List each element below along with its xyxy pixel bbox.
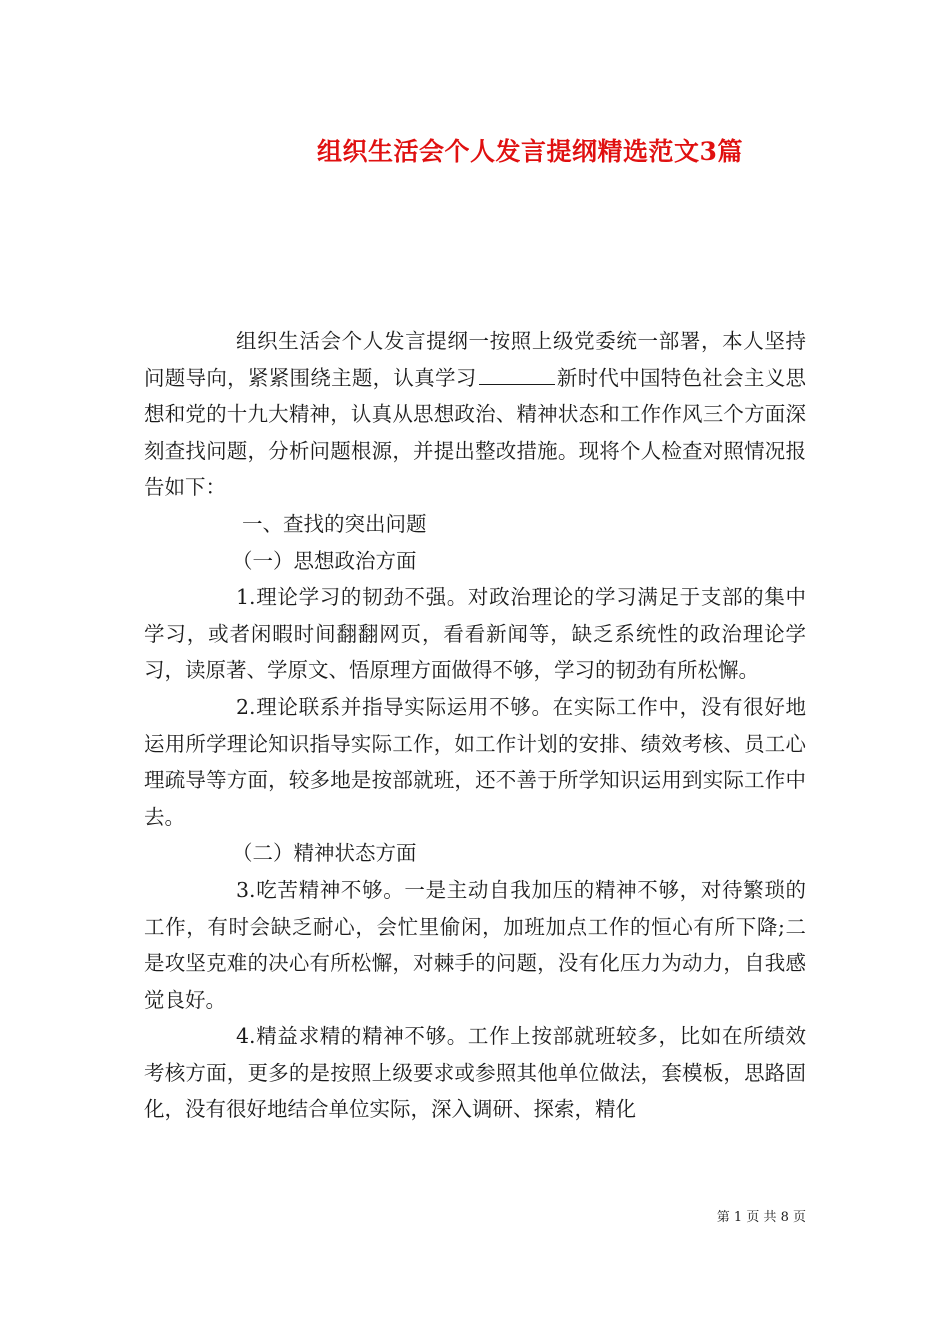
section-heading: 一、查找的突出问题 — [242, 511, 427, 536]
document-body — [144, 323, 806, 1128]
document-title: 组织生活会个人发言提纲精选范文3篇 — [317, 137, 743, 166]
subsection-heading-1: （一）思想政治方面 — [232, 548, 417, 573]
fill-in-blank — [479, 366, 555, 385]
paragraph-item-1: 1.理论学习的韧劲不强。对政治理论的学习满足于支部的集中学习，或者闲暇时间翻翻网页，看看新闻等，缺乏系统性的政治理论学习，读原著、学原文、悟原理方面做得不够，学习的韧劲有所松懈。 — [144, 585, 806, 683]
paragraph-intro — [144, 323, 806, 506]
page-number-footer: 第 1 页 共 8 页 — [716, 1210, 806, 1225]
subsection-heading-2: （二）精神状态方面 — [232, 841, 417, 866]
paragraph-item-4: 4.精益求精的精神不够。工作上按部就班较多，比如在所绩效考核方面，更多的是按照上级要求或参照其他单位做法，套模板，思路固化，没有很好地结合单位实际，深入调研、探索，精化 — [144, 1024, 806, 1122]
paragraph-item-2: 2.理论联系并指导实际运用不够。在实际工作中，没有很好地运用所学理论知识指导实际工作，如工作计划的安排、绩效考核、员工心理疏导等方面，较多地是按部就班，还不善于所学知识运用到实际工作中去。 — [144, 694, 806, 829]
intro-text-after-blank: 新时代中国特色社会主义思想和党的十九大精神，认真从思想政治、精神状态和工作作风三个方面深刻查找问题，分析问题根源，并提出整改措施。现将个人检查对照情况报告如下： — [144, 365, 807, 500]
paragraph-item-3: 3.吃苦精神不够。一是主动自我加压的精神不够，对待繁琐的工作，有时会缺乏耐心，会忙里偷闲，加班加点工作的恒心有所下降;二是攻坚克难的决心有所松懈，对棘手的问题，没有化压力为动力，自我感觉良好。 — [144, 877, 806, 1012]
intro-text-before-blank: 组织生活会个人发言提纲一按照上级党委统一部署，本人坚持问题导向，紧紧围绕主题，认真学习 — [144, 329, 806, 390]
